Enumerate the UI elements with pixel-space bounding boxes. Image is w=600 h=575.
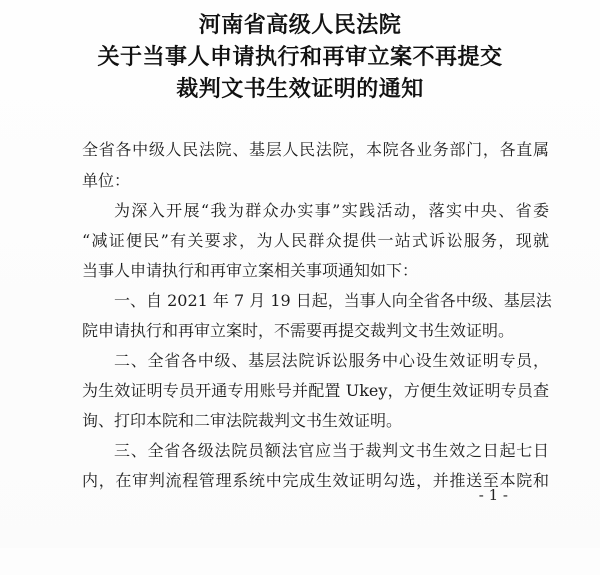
document-title-line-3: 裁判文书生效证明的通知 [176,77,424,102]
addressee-line-2: 单位： [82,171,131,190]
body-line-3: 当事人申请执行和再审立案相关事项通知如下： [82,261,419,280]
body-line-1: 为深入开展“我为群众办实事”实践活动，落实中央、省委 [114,201,549,220]
body-line-5: 院申请执行和再审立案时，不需要再提交裁判文书生效证明。 [82,321,515,340]
body-line-10: 内，在审判流程管理系统中完成生效证明勾选，并推送至本院和 [82,471,549,490]
body-line-6: 二、全省各中级、基层法院诉讼服务中心设生效证明专员， [114,351,549,370]
page-number: - 1 - [478,486,508,504]
body-line-8: 询、打印本院和二审法院裁判文书生效证明。 [82,411,403,430]
page-bottom-margin [0,548,600,575]
document-title-line-2: 关于当事人申请执行和再审立案不再提交 [97,45,503,70]
body-line-7: 为生效证明专员开通专用账号并配置 Ukey，方便生效证明专员查 [82,381,549,400]
body-line-2: “减证便民”有关要求，为人民群众提供一站式诉讼服务，现就 [82,231,549,250]
body-line-4: 一、自 2021 年 7 月 19 日起，当事人向全省各中级、基层法 [114,291,552,310]
document-title-line-1: 河南省高级人民法院 [198,13,402,38]
addressee-line-1: 全省各中级人民法院、基层人民法院，本院各业务部门，各直属 [82,140,549,159]
body-line-9: 三、全省各级法院员额法官应当于裁判文书生效之日起七日 [114,441,549,460]
